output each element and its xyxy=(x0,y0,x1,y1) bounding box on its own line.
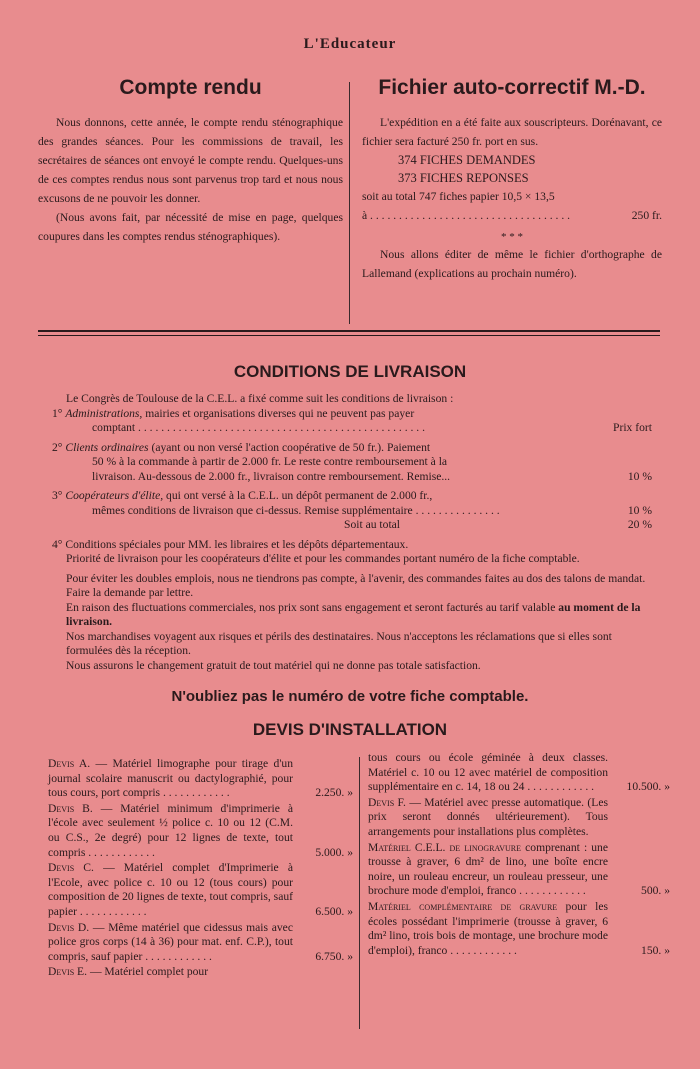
conditions-paragraph-fluctuations xyxy=(52,601,652,630)
devis-price: 2.250. » xyxy=(315,786,353,800)
item-total-amount: 20 % xyxy=(627,518,652,531)
section-rule-thin xyxy=(38,335,660,336)
devis-price: 6.500. » xyxy=(315,904,353,918)
asterism: * * * xyxy=(501,231,523,243)
devis-description: tous cours ou école géminée à deux classes. Matériel c. 10 ou 12 avec matériel de composition supplémentaire en c. 14, 18 ou 24 . . . . . . . . . . . . xyxy=(368,751,608,794)
item-number: 1° xyxy=(52,406,63,420)
devis-item xyxy=(48,861,353,919)
item-text: 50 % à la commande à partir de 2.000 fr. Le reste contre remboursement à la xyxy=(92,455,448,468)
item-text: comptant xyxy=(92,421,136,434)
devis-description: Devis B. — Matériel minimum d'imprimerie à l'école avec seulement ½ police c. 10 ou 12 (C.M. ou C.S., 2e degré) pour 12 lignes de texte, tout compris . . . . . . . . . . . . xyxy=(48,801,293,859)
devis-description: Devis D. — Même matériel que cidessus mais avec police gros corps (14 à 36) pour mat. enf. C.P.), tout compris, sauf papier . . . . . . . . . . . . xyxy=(48,920,293,963)
devis-title: DEVIS D'INSTALLATION xyxy=(252,720,448,739)
item-category: Coopérateurs d'élite, xyxy=(65,489,164,502)
devis-text: — Matériel avec presse automatique. (Les prix seront donnés ultérieurement). Tous arrangements pour installations plus complètes. xyxy=(368,795,609,838)
condition-item-2 xyxy=(52,441,652,456)
devis-label: Matériel complémentaire de gravure xyxy=(368,899,558,913)
condition-item-4: 4° Conditions spéciales pour MM. les libraires et les dépôts départementaux. xyxy=(52,537,409,551)
item-text: qui ont versé à la C.E.L. un dépôt permanent de 2.000 fr., xyxy=(166,489,433,502)
item-amount: Prix fort xyxy=(613,421,652,434)
item-text: mairies et organisations diverses qui ne peuvent pas payer xyxy=(145,406,415,420)
devis-item xyxy=(368,751,670,795)
compte-rendu-paragraph-2: (Nous avons fait, par nécessité de mise en page, quelques coupures dans les comptes rendus sténographiques). xyxy=(38,211,343,243)
fichier-price: 250 fr. xyxy=(631,209,662,222)
fiche-comptable-reminder: N'oubliez pas le numéro de votre fiche comptable. xyxy=(171,688,529,705)
item-amount: 10 % xyxy=(627,469,652,483)
devis-price: 6.750. » xyxy=(315,949,353,963)
devis-description: Devis A. — Matériel limographe pour tirage d'un journal scolaire manuscrit ou dactylographié, pour tous cours, port compris . . . . . . . . . . . . xyxy=(48,757,294,800)
paragraph-emphasis: au moment de la livraison. xyxy=(66,600,641,628)
compte-rendu-title: Compte rendu xyxy=(119,76,262,99)
conditions-intro: Le Congrès de Toulouse de la C.E.L. a fixé comme suit les conditions de livraison : xyxy=(66,392,454,405)
devis-description: Matériel C.E.L. de linogravure comprenant : une trousse à graver, 6 dm² de lino, une boîte encre noire, un rouleau encreur, un rouleau presseur, une brochure mode d'emploi, franco . . . . . . . . . . . . xyxy=(368,840,608,898)
devis-price: 500. » xyxy=(641,884,670,898)
fichier-column xyxy=(362,78,662,283)
fichier-price-line: à . . . . . . . . . . . . . . . . . . . . . . . . . . . . . . . . . . . 250 fr. xyxy=(362,206,662,225)
devis-left-column xyxy=(48,757,353,981)
devis-item xyxy=(368,841,670,899)
item-amount: 10 % xyxy=(627,503,652,517)
fichier-title: Fichier auto-correctif M.-D. xyxy=(378,76,646,99)
conditions-paragraph-emplois: Pour éviter les doubles emplois, nous ne tiendrons pas compte, à l'avenir, des commandes faites au dos des talons de mandat. Faire la demande par lettre. xyxy=(66,571,646,599)
item-number: 2° xyxy=(52,440,63,454)
devis-label: Devis D. xyxy=(48,920,90,934)
fiches-reponses-line: 373 FICHES REPONSES xyxy=(398,171,529,185)
devis-text: pour les écoles possédant l'imprimerie (trousse à graver, 6 dm² lino, trois bois de montage, une brochure mode d'emploi), franco xyxy=(368,899,608,957)
section-rule-thick xyxy=(38,330,660,332)
devis-description xyxy=(368,796,608,840)
devis-label: Devis C. xyxy=(48,861,94,875)
devis-item xyxy=(368,900,670,958)
devis-text: — Matériel limographe pour tirage d'un journal scolaire manuscrit ou dactylographié, pour tous cours, port compris xyxy=(48,757,294,800)
devis-text: — Matériel minimum d'imprimerie à l'école avec seulement ½ police c. 10 ou 12 (C.M. ou C.S., 2e degré) pour 12 lignes de texte, tout compris xyxy=(48,801,293,859)
devis-label: Matériel C.E.L. de linogravure xyxy=(368,840,522,854)
devis-price: 5.000. » xyxy=(315,845,353,859)
condition-item-1 xyxy=(52,407,652,422)
column-divider xyxy=(349,82,350,324)
item-text: (ayant ou non versé l'action coopérative de 50 fr.). Paiement xyxy=(151,440,431,454)
fichier-paragraph-2: Nous allons éditer de même le fichier d'orthographe de Lallemand (explications au prochain numéro). xyxy=(362,248,662,280)
devis-description: Devis C. — Matériel complet d'Imprimerie à l'Ecole, avec police c. 10 ou 12 (tous cours) pour composition de 20 lignes de texte, tout compris, sauf papier . . . . . . . . . . . . xyxy=(48,861,293,918)
compte-rendu-column xyxy=(38,78,343,246)
item-text: livraison. Au-dessous de 2.000 fr., livraison contre remboursement. Remise... xyxy=(92,469,451,483)
devis-item xyxy=(368,796,670,840)
devis-item xyxy=(48,757,353,801)
devis-label: Devis B. xyxy=(48,801,93,815)
conditions-paragraph-risques: Nos marchandises voyagent aux risques et périls des destinataires. Nous n'acceptons les réclamations que si elles sont formulées dès la réception. xyxy=(66,629,612,657)
devis-item xyxy=(48,965,353,980)
fichier-price-prefix: à xyxy=(362,209,368,222)
devis-price: 150. » xyxy=(641,943,670,957)
devis-right-column xyxy=(368,751,670,959)
conditions-body: Le Congrès de Toulouse de la C.E.L. a fixé comme suit les conditions de livraison : 1° Administrations, mairies et organisations diverses qui ne peuvent pas payer comptant . . . . . . . . . . . . . . . . . . . . . . . . . . . . . . . . . . . . . . . . . . . . . . . . . . Prix fort 2° Clients ordinaires (ayant ou non versé l'action coopérative de 50 fr.). Paiement 50 % à la commande à partir de 2.000 fr. Le reste contre remboursement à la livraison. Au-dessous de 2.000 fr., livraison contre remboursement. Remise... 10 % 3° Coopérateurs d'élite, qui ont versé à la C.E.L. un dépôt permanent de 2.000 fr., mêmes conditions de livraison que ci-dessus. Remise supplémentaire . . . . . . . . . . . . . . . 10 % Soit au total 20 % 4° Conditions spéciales pour MM. les libraires et les dépôts départementaux. Priorité de livraison pour les coopérateurs d'élite et pour les commandes portant numéro de la fiche comptable. Pour éviter les doubles emplois, nous ne tiendrons pas compte, à l'avenir, des commandes faites au dos des talons de mandat. Faire la demande par lettre. En raison des fluctuations commerciales, nos prix sont sans engagement et seront facturés au tarif valable au moment de la livraison. Nos marchandises voyagent aux risques et périls des destinataires. Nous n'acceptons les réclamations que si elles sont formulées dès la réception. Nous assurons le changement gratuit de tout matériel qui ne donne pas totale satisfaction. xyxy=(52,392,652,672)
compte-rendu-paragraph-1: Nous donnons, cette année, le compte rendu sténographique des grandes séances. Pour les commissions de travail, les secrétaires de séances ont envoyé le compte rendu. Quelques-uns de ces comptes rendus nous sont parvenus trop tard et nous nous excusons de ne pouvoir les donner. xyxy=(38,116,343,205)
devis-text: — Même matériel que cidessus mais avec police gros corps (14 à 36) pour mat. enf. C.P.), tout compris, sauf papier xyxy=(48,920,293,963)
fichier-paragraph-1: L'expédition en a été faite aux souscripteurs. Dorénavant, ce fichier sera facturé 250 fr. port en sus. xyxy=(362,116,662,148)
conditions-paragraph-changement: Nous assurons le changement gratuit de tout matériel qui ne donne pas totale satisfaction. xyxy=(66,658,481,672)
fiches-demandes-line: 374 FICHES DEMANDES xyxy=(398,153,536,167)
conditions-paragraph-priorite: Priorité de livraison pour les coopérateurs d'élite et pour les commandes portant numéro de la fiche comptable. xyxy=(66,552,580,565)
devis-text: comprenant : une trousse à graver, 6 dm² de lino, une boîte encre noire, un rouleau encreur, un rouleau presseur, une brochure mode d'emploi, franco xyxy=(368,840,608,898)
devis-text: tous cours ou école géminée à deux classes. Matériel c. 10 ou 12 avec matériel de composition supplémentaire en c. 14, 18 ou 24 xyxy=(368,751,608,794)
conditions-title: CONDITIONS DE LIVRAISON xyxy=(233,362,467,381)
devis-description xyxy=(48,965,293,980)
item-category: Clients ordinaires xyxy=(65,440,149,454)
devis-column-divider xyxy=(359,757,360,1029)
fichier-total-line: soit au total 747 fiches papier 10,5 × 13,5 xyxy=(362,190,555,203)
devis-item xyxy=(48,802,353,860)
devis-label: Devis A. xyxy=(48,757,91,770)
item-number: 3° xyxy=(52,489,63,502)
devis-description: Matériel complémentaire de gravure pour les écoles possédant l'imprimerie (trousse à graver, 6 dm² lino, trois bois de montage, une brochure mode d'emploi), franco . . . . . . . . . . . . xyxy=(368,899,608,957)
devis-text: — Matériel complet pour xyxy=(89,965,209,979)
devis-label: Devis F. xyxy=(368,795,406,809)
item-total-label: Soit au total xyxy=(344,518,401,531)
devis-price: 10.500. » xyxy=(626,780,670,794)
devis-text: — Matériel complet d'Imprimerie à l'Ecole, avec police c. 10 ou 12 (tous cours) pour composition de 20 lignes de texte, tout compris, sauf papier xyxy=(48,861,293,918)
journal-header: L'Educateur xyxy=(303,36,397,52)
devis-item xyxy=(48,921,353,965)
devis-label: Devis E. xyxy=(48,965,88,979)
condition-item-3 xyxy=(52,489,652,504)
paragraph-text: En raison des fluctuations commerciales, nos prix sont sans engagement et seront facturés au tarif valable xyxy=(66,600,556,614)
item-category: Administrations, xyxy=(65,406,143,420)
item-text: mêmes conditions de livraison que ci-dessus. Remise supplémentaire xyxy=(92,503,413,517)
